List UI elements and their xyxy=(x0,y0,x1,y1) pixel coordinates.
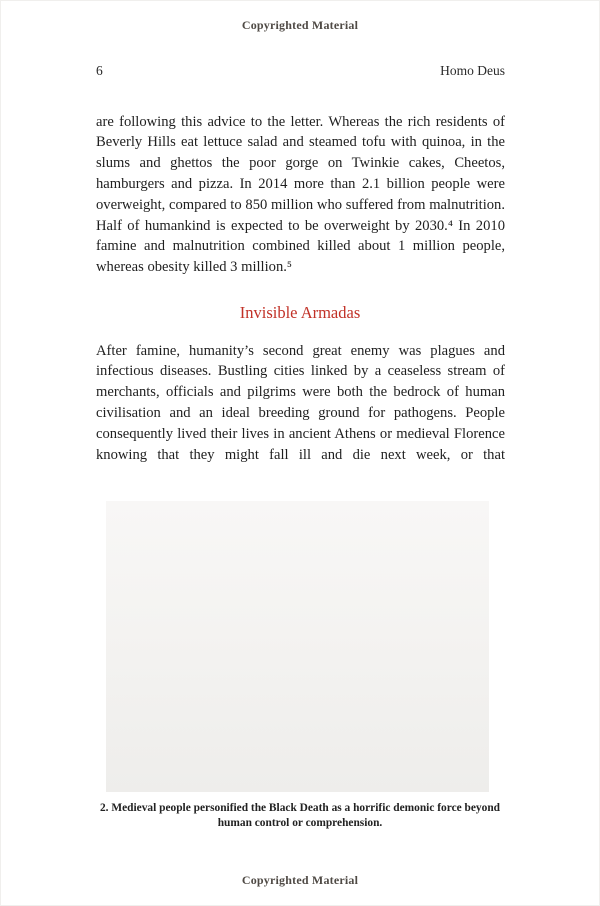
section-heading: Invisible Armadas xyxy=(239,302,361,322)
copyright-notice-top: Copyrighted Material xyxy=(241,18,359,32)
running-header xyxy=(96,63,505,79)
running-header-title: Homo Deus xyxy=(440,63,505,78)
body-paragraph-2: After famine, humanity’s second great enemy was plagues and infectious diseases. Bustling cities linked by a ceaseless stream of merchants, officials and pilgrims were both the bedrock of human civilisation and an ideal breeding ground for pathogens. People consequently lived their lives in ancient Athens or medieval Florence knowing that they might fall ill and die next week, or that xyxy=(96,342,505,463)
copyright-notice-bottom: Copyrighted Material xyxy=(241,873,359,887)
figure-caption: 2. Medieval people personified the Black Death as a horrific demonic force beyond human control or comprehension. xyxy=(99,802,500,829)
figure-image xyxy=(106,501,489,792)
body-paragraph-1: are following this advice to the letter. Whereas the rich residents of Beverly Hills eat lettuce salad and steamed tofu with quinoa, in the slums and ghettos the poor gorge on Twinkie cakes, Cheetos, hamburgers and pizza. In 2014 more than 2.1 billion people were overweight, compared to 850 million who suffered from malnutrition. Half of humankind is expected to be overweight by 2030.⁴ In 2010 famine and malnutrition combined killed about 1 million people, whereas obesity killed 3 million.⁵ xyxy=(96,113,505,276)
page-number: 6 xyxy=(96,63,103,78)
